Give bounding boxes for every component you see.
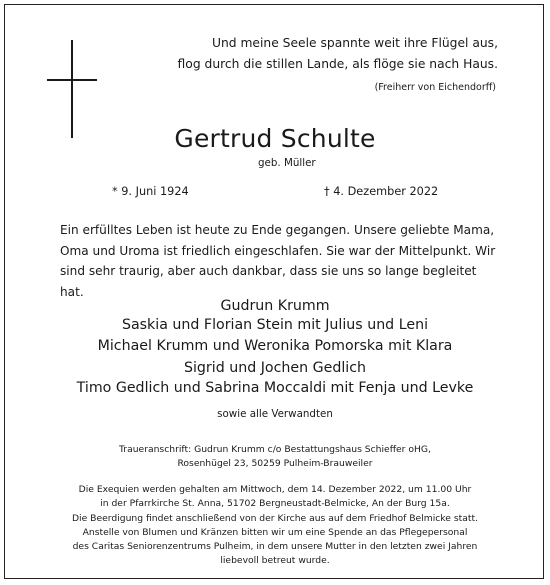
born-name: geb. Müller bbox=[258, 157, 316, 169]
family-line-3: Michael Krumm und Weronika Pomorska mit Klara bbox=[97, 338, 453, 354]
poem-attribution: (Freiherr von Eichendorff) bbox=[374, 82, 496, 93]
family-line-2: Saskia und Florian Stein mit Julius und Leni bbox=[121, 317, 429, 333]
family-line-5: Timo Gedlich und Sabrina Moccaldi mit Fenja und Levke bbox=[76, 380, 474, 396]
cross-horizontal-bar bbox=[47, 79, 97, 81]
poem-line-1: Und meine Seele spannte weit ihre Flügel aus, bbox=[211, 36, 498, 50]
family-line-1: Gudrun Krumm bbox=[220, 298, 330, 314]
notes-line-1: Die Exequien werden gehalten am Mittwoch, dem 14. Dezember 2022, um 11.00 Uhr bbox=[78, 484, 472, 495]
birth-date: * 9. Juni 1924 bbox=[112, 185, 189, 198]
deceased-name: Gertrud Schulte bbox=[174, 124, 376, 153]
family-line-4: Sigrid und Jochen Gedlich bbox=[183, 360, 367, 376]
address-line-1: Traueranschrift: Gudrun Krumm c/o Bestattungshaus Schieffer oHG, bbox=[119, 444, 431, 455]
notes-line-2: in der Pfarrkirche St. Anna, 51702 Bergneustadt-Belmicke, An der Burg 15a. bbox=[100, 498, 450, 509]
notes-line-4: Anstelle von Blumen und Kränzen bitten wir um eine Spende an das Pflegepersonal bbox=[82, 527, 468, 538]
address-line-2: Rosenhügel 23, 50259 Pulheim-Brauweiler bbox=[177, 458, 373, 469]
poem-line-2: flog durch die stillen Lande, als flöge sie nach Haus. bbox=[177, 57, 498, 71]
intro-text: Ein erfülltes Leben ist heute zu Ende gegangen. Unsere geliebte Mama, Oma und Uroma ist friedlich eingeschlafen. Sie war der Mittelpunkt. Wir sind sehr traurig, aber auch dankbar, dass sie uns so lange begleitet hat. bbox=[60, 223, 496, 299]
death-date: † 4. Dezember 2022 bbox=[324, 185, 439, 198]
notes-line-5: des Caritas Seniorenzentrums Pulheim, in dem unsere Mutter in den letzten zwei Jahren bbox=[72, 541, 478, 552]
relatives-line: sowie alle Verwandten bbox=[217, 408, 333, 420]
notes-line-6: liebevoll betreut wurde. bbox=[220, 555, 330, 566]
notes-line-3: Die Beerdigung findet anschließend von der Kirche aus auf dem Friedhof Belmicke statt. bbox=[71, 513, 479, 524]
